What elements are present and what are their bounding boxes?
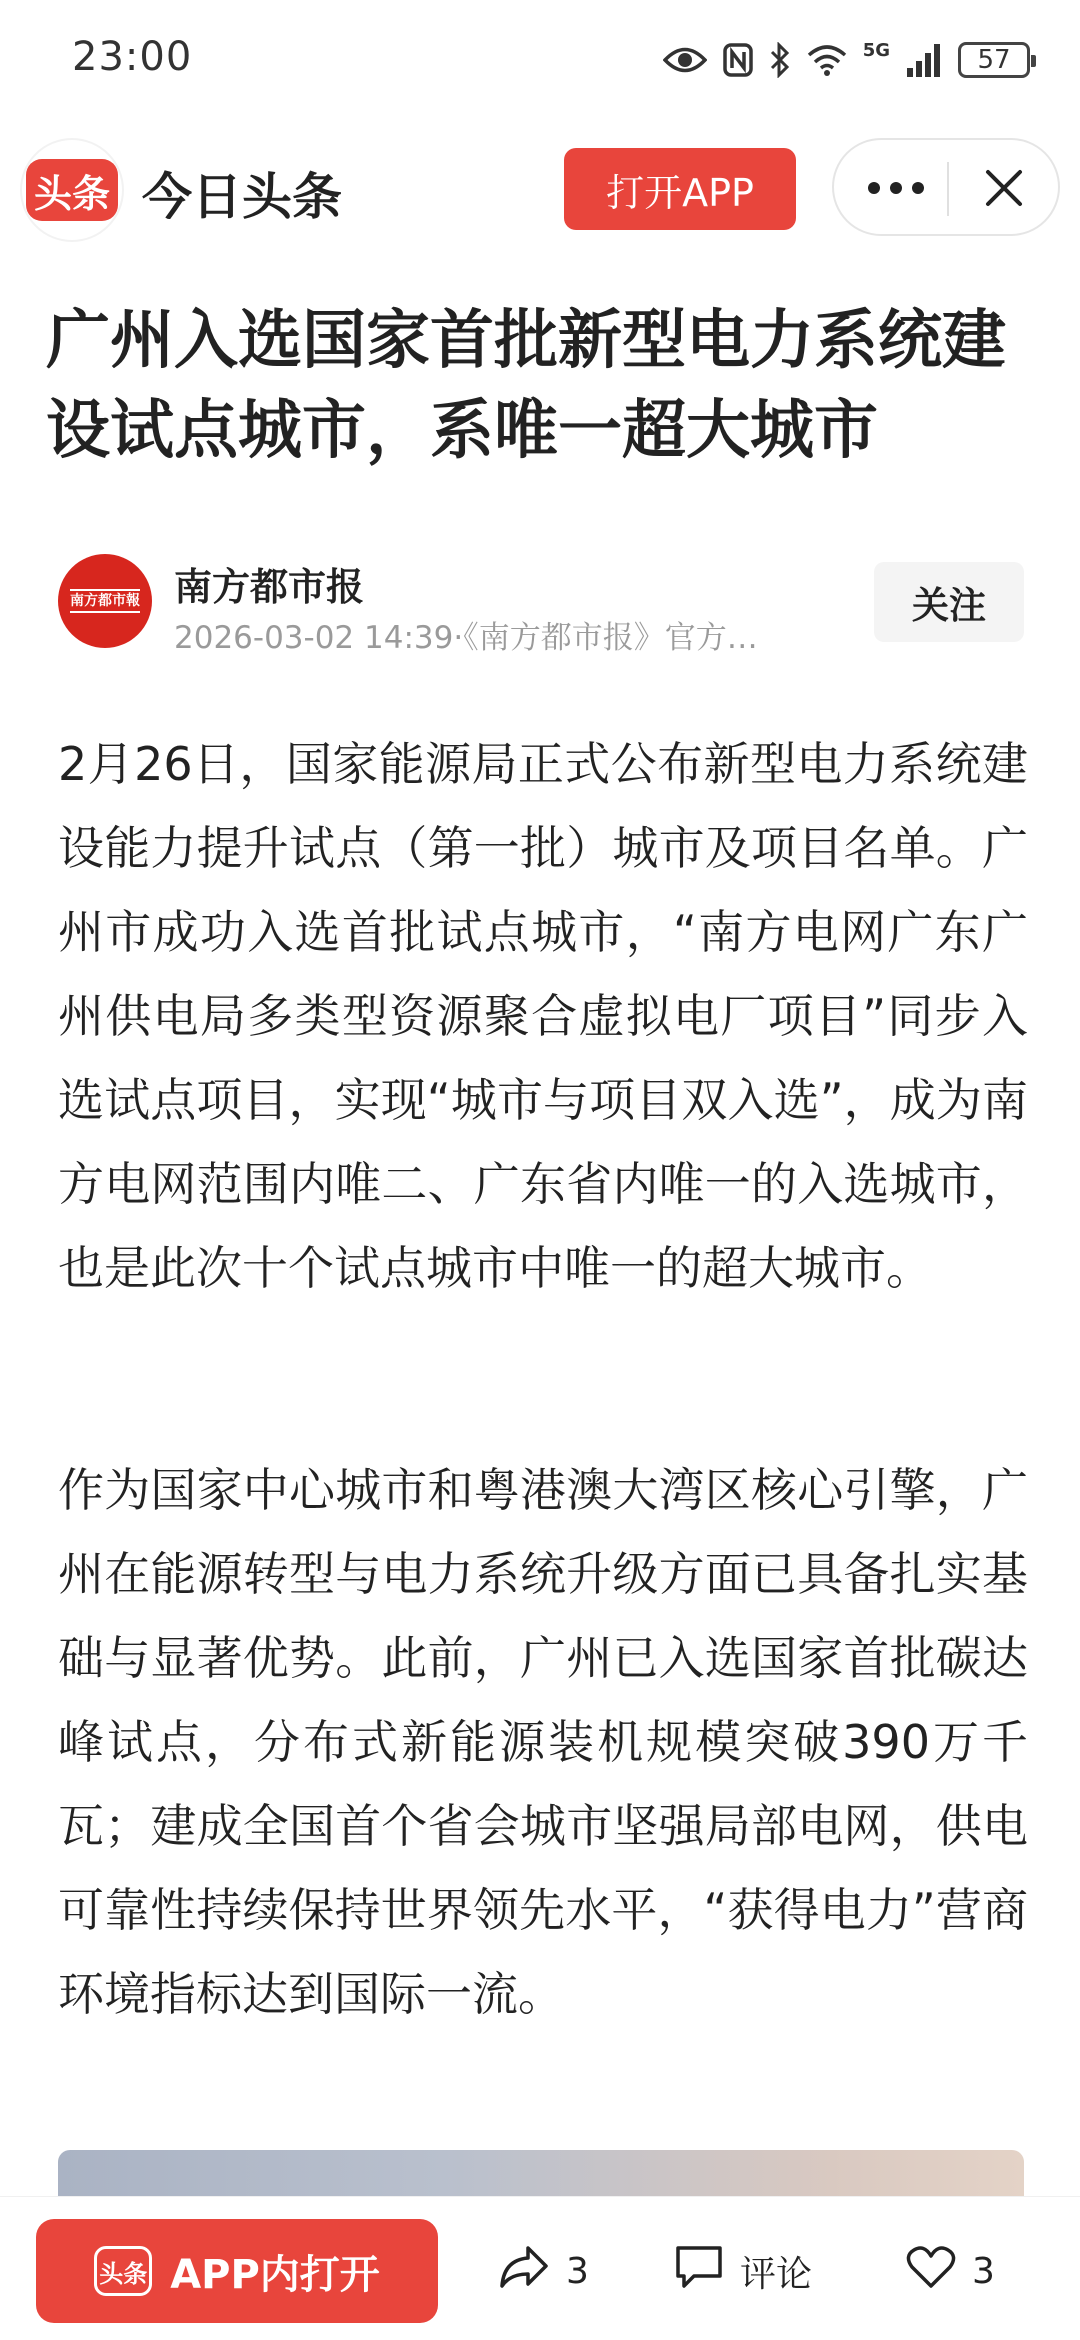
open-in-app-button[interactable] bbox=[36, 2219, 438, 2323]
share-count: 3 bbox=[566, 2250, 589, 2292]
heart-icon bbox=[906, 2244, 956, 2299]
capsule-divider bbox=[947, 162, 949, 216]
comment-button[interactable] bbox=[674, 2241, 812, 2301]
article-paragraph: 作为国家中心城市和粤港澳大湾区核心引擎，广州在能源转型与电力系统升级方面已具备扎实基础与显著优势。此前，广州已入选国家首批碳达峰试点，分布式新能源装机规模突破390万千瓦；建成全国首个省会城市坚强局部电网，供电可靠性持续保持世界领先水平，“获得电力”营商环境指标达到国际一流。 bbox=[58, 1463, 1028, 2021]
article-title: 广州入选国家首批新型电力系统建设试点城市，系唯一超大城市 bbox=[46, 304, 1006, 468]
like-count: 3 bbox=[972, 2250, 995, 2292]
status-time: 23:00 bbox=[72, 34, 193, 80]
app-name: 今日头条 bbox=[142, 168, 342, 226]
comment-label: 评论 bbox=[740, 2253, 813, 2295]
battery-indicator: 57 bbox=[958, 42, 1030, 78]
avatar-text: 南方都市報 bbox=[70, 589, 140, 613]
logo-text: 头条 bbox=[26, 159, 118, 221]
comment-icon bbox=[674, 2244, 724, 2299]
signal-icon bbox=[906, 42, 942, 78]
share-button[interactable] bbox=[498, 2241, 589, 2301]
author-avatar[interactable] bbox=[58, 554, 152, 648]
open-in-app-label: APP内打开 bbox=[170, 2251, 380, 2298]
author-meta: 2026-03-02 14:39·《南方都市报》官方… bbox=[174, 620, 758, 656]
follow-button[interactable]: 关注 bbox=[874, 562, 1024, 642]
more-icon[interactable] bbox=[868, 168, 924, 208]
author-name[interactable]: 南方都市报 bbox=[174, 565, 365, 609]
eye-icon bbox=[663, 45, 707, 75]
like-button[interactable] bbox=[906, 2241, 995, 2301]
share-icon bbox=[498, 2244, 550, 2299]
mini-program-capsule bbox=[832, 138, 1060, 236]
network-type: 5G bbox=[862, 39, 890, 61]
toutiao-logo bbox=[22, 140, 122, 240]
wifi-icon bbox=[807, 44, 847, 76]
bluetooth-icon bbox=[769, 42, 791, 78]
nfc-icon bbox=[723, 43, 753, 77]
close-icon[interactable] bbox=[982, 166, 1026, 214]
open-app-button[interactable]: 打开APP bbox=[564, 148, 796, 230]
status-icons bbox=[663, 38, 1030, 82]
status-bar bbox=[0, 0, 1080, 120]
app-bar bbox=[0, 130, 1080, 250]
article-paragraph: 2月26日，国家能源局正式公布新型电力系统建设能力提升试点（第一批）城市及项目名单。广州市成功入选首批试点城市，“南方电网广东广州供电局多类型资源聚合虚拟电厂项目”同步入选试点项目，实现“城市与项目双入选”，成为南方电网范围内唯二、广东省内唯一的入选城市，也是此次十个试点城市中唯一的超大城市。 bbox=[58, 737, 1028, 1295]
bottom-bar bbox=[0, 2196, 1080, 2340]
toutiao-mini-logo: 头条 bbox=[94, 2246, 152, 2296]
